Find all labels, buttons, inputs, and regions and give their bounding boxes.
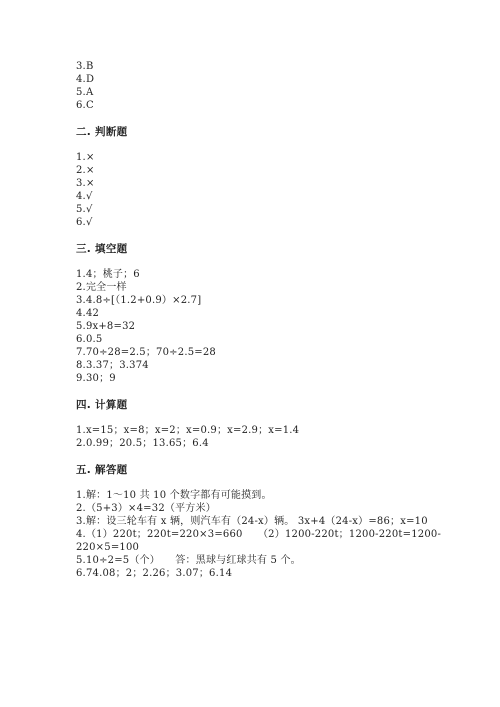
section-choice-answers: [76, 60, 436, 112]
answer-list: [76, 151, 436, 229]
answer-line: 2.（5+3）×4=32（平方米）: [76, 503, 216, 514]
answer-line: 3.B: [76, 61, 94, 72]
answer-line: 6.C: [76, 100, 94, 111]
answer-line: 4.42: [76, 308, 100, 319]
answer-line: 9.30；9: [76, 373, 116, 384]
answer-line: 1.×: [76, 152, 95, 163]
answer-line: 5.√: [76, 204, 93, 215]
section-word-problems: [76, 463, 442, 580]
answer-line: 4.D: [76, 74, 95, 85]
answer-line: 6.0.5: [76, 334, 103, 345]
answer-line: 3.×: [76, 178, 95, 189]
answer-line: 8.3.37；3.374: [76, 360, 149, 371]
answer-list: [76, 424, 436, 450]
section-heading: 四. 计算题: [76, 399, 128, 411]
answer-list: [76, 60, 436, 112]
answer-line: 6.74.08；2；2.26；3.07；6.14: [76, 568, 233, 579]
answer-line: 1.x=15；x=8；x=2；x=0.9；x=2.9；x=1.4: [76, 425, 300, 436]
section-true-false: [76, 125, 436, 229]
answer-line: 4.（1）220t；220t=220×3=660 （2）1200-220t；1200-220t=1200-: [76, 529, 442, 540]
section-calculation: [76, 398, 436, 450]
answer-line: 1.解：1～10 共 10 个数字都有可能摸到。: [76, 490, 272, 501]
answer-line: 5.10÷2=5（个） 答：黑球与红球共有 5 个。: [76, 555, 301, 566]
answer-line: 4.√: [76, 191, 93, 202]
answer-list: [76, 489, 442, 580]
answer-line: 7.70÷28=2.5；70÷2.5=28: [76, 347, 216, 358]
section-heading: 五. 解答题: [76, 464, 128, 476]
answer-line: 5.9x+8=32: [76, 321, 136, 332]
answer-line: 3.4.8÷[（1.2+0.9）×2.7]: [76, 295, 202, 306]
answer-line: 2.×: [76, 165, 95, 176]
section-heading: 二. 判断题: [76, 126, 128, 138]
section-heading: 三. 填空题: [76, 243, 128, 255]
answer-line: 2.0.99；20.5；13.65；6.4: [76, 438, 209, 449]
answer-line: 5.A: [76, 87, 94, 98]
answer-line: 2.完全一样: [76, 282, 127, 293]
answer-line: 1.4；桃子；6: [76, 269, 140, 280]
answer-list: [76, 268, 436, 385]
section-fill-blank: [76, 242, 436, 385]
answer-sheet: [76, 60, 442, 580]
answer-line: 3.解：设三轮车有 x 辆，则汽车有（24-x）辆。 3x+4（24-x）=86；x=10: [76, 516, 428, 527]
answer-line: 220×5=100: [76, 542, 140, 553]
answer-line: 6.√: [76, 217, 93, 228]
